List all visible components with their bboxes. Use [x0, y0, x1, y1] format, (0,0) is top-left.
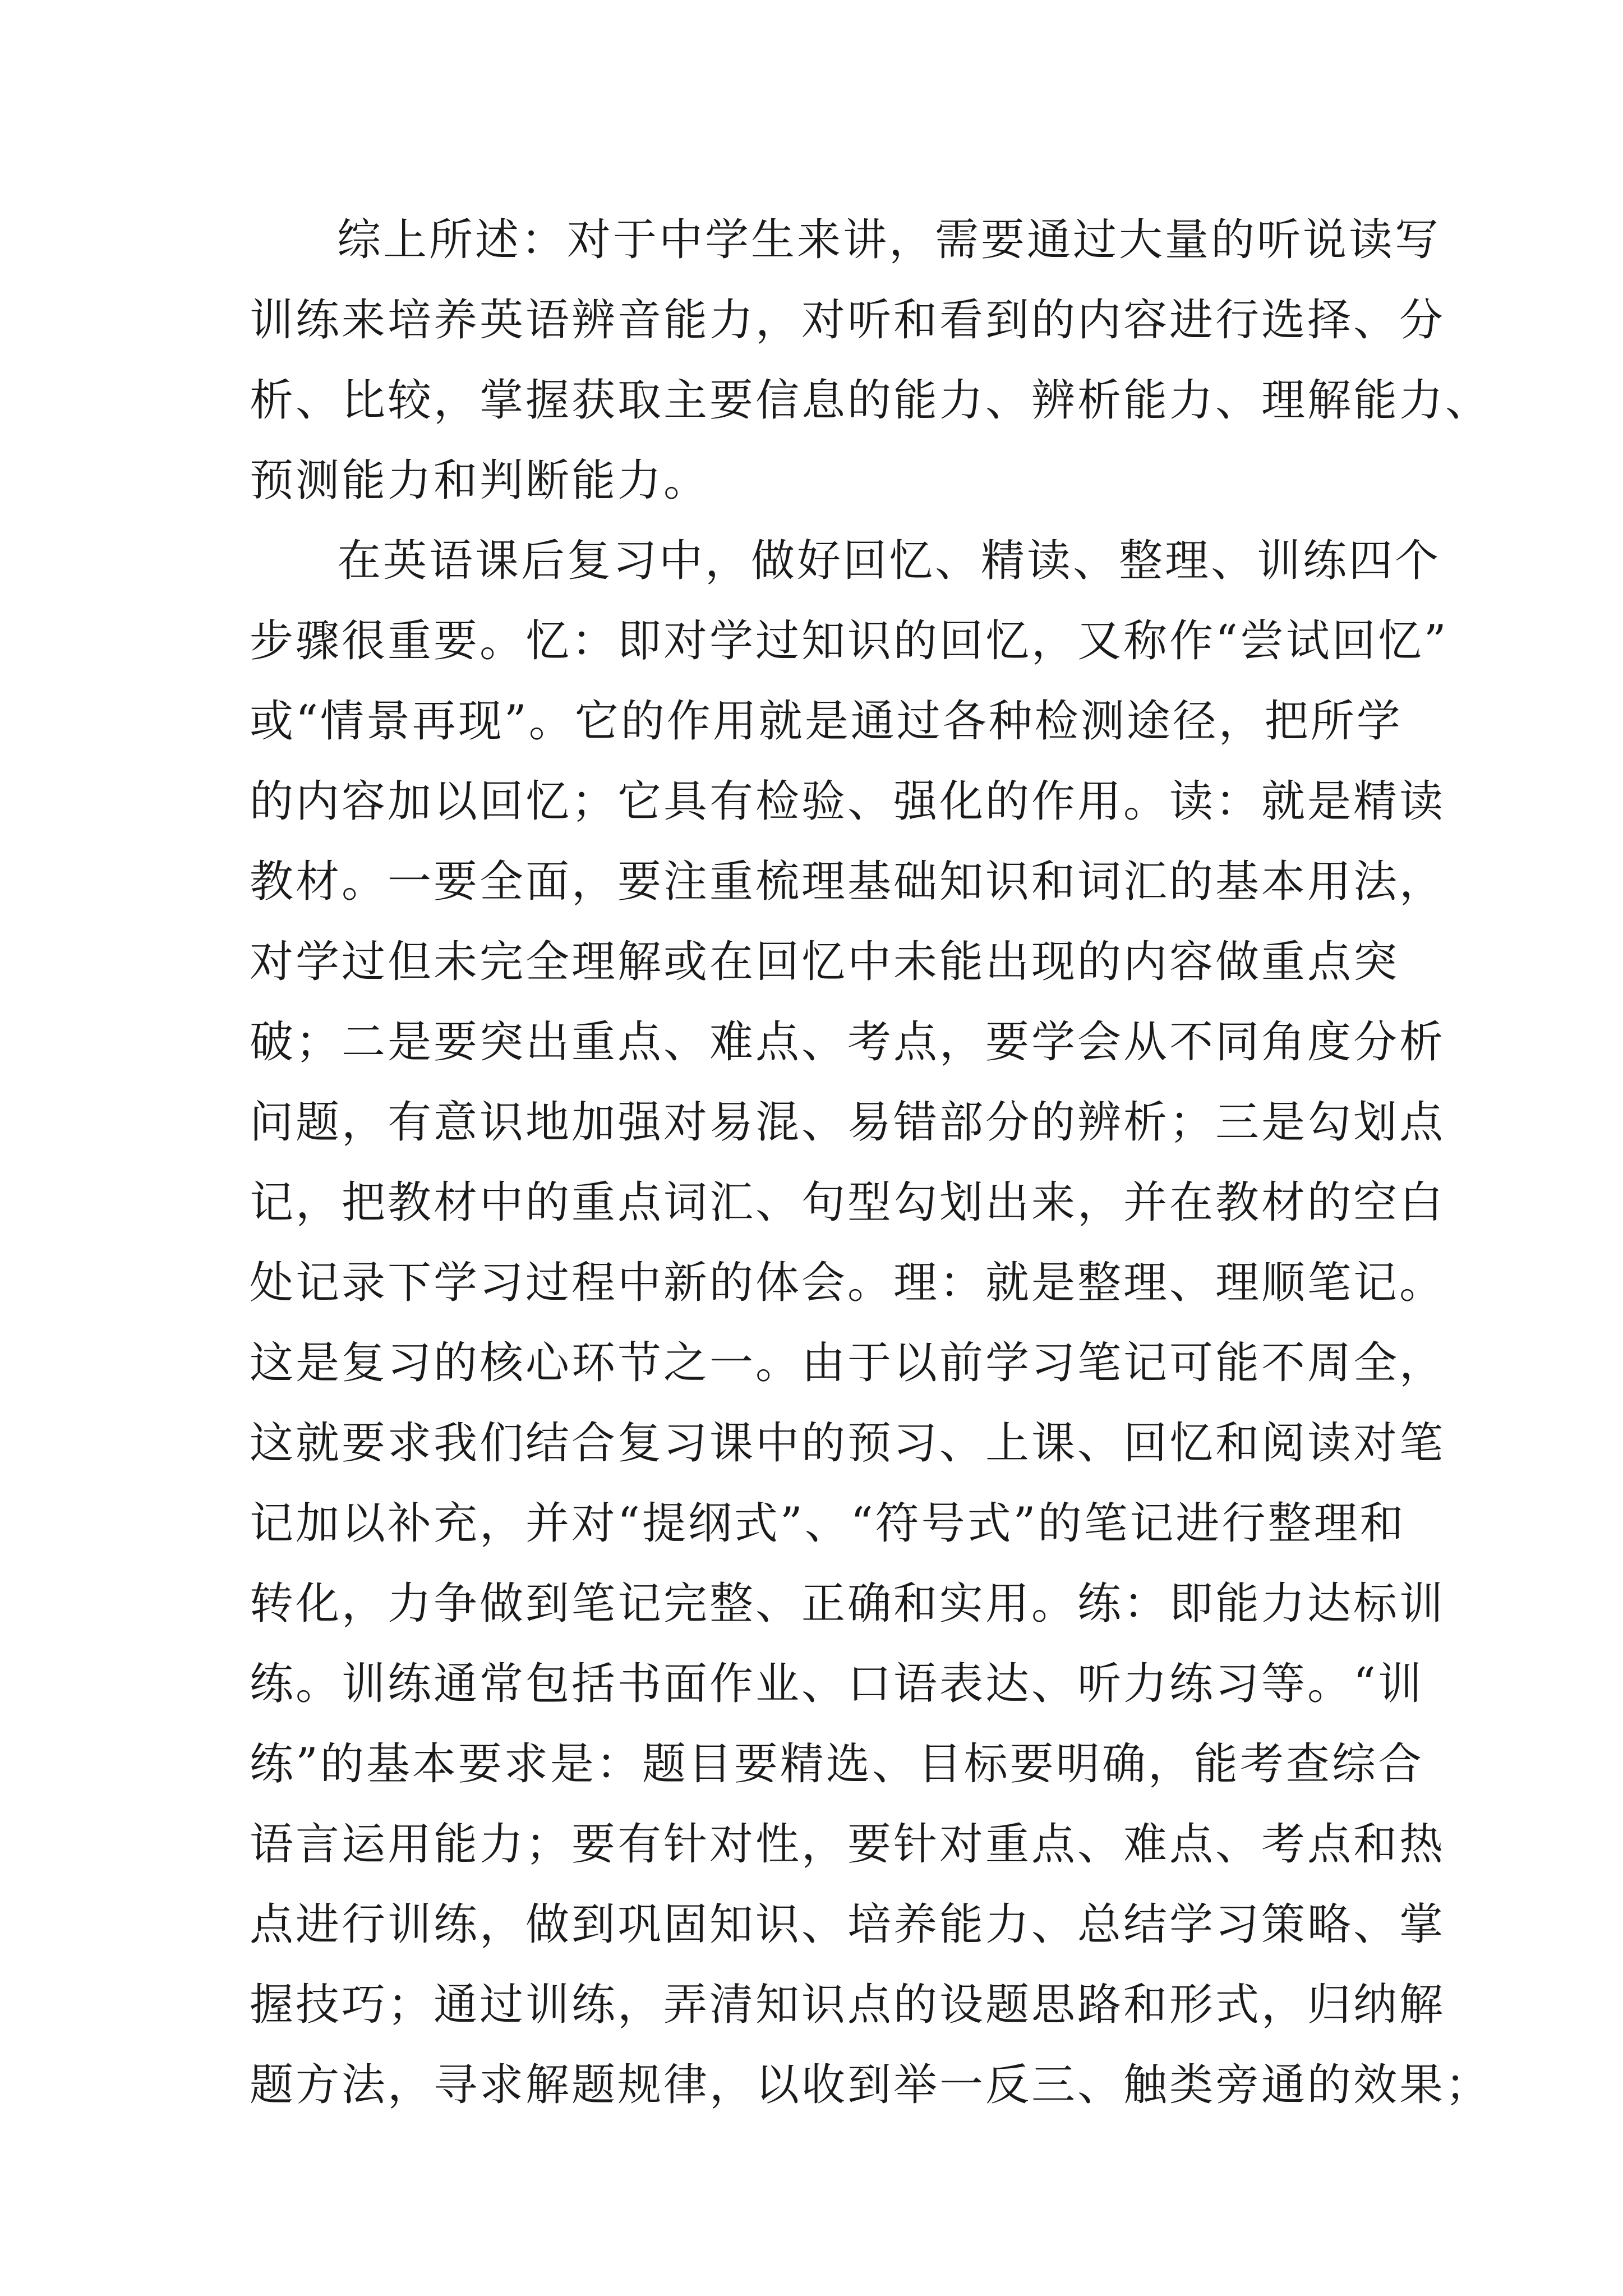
text-line: 或“情景再现”。它的作用就是通过各种检测途径，把所学	[250, 696, 1403, 747]
text-line: 破；二是要突出重点、难点、考点，要学会从不同角度分析	[250, 1017, 1446, 1068]
text-line: 步骤很重要。忆：即对学过知识的回忆，又称作“尝试回忆”	[250, 616, 1449, 666]
text-line: 这是复习的核心环节之一。由于以前学习笔记可能不周全，	[250, 1338, 1446, 1388]
text-line: 练。训练通常包括书面作业、口语表达、听力练习等。“训	[250, 1659, 1424, 1709]
text-line: 问题，有意识地加强对易混、易错部分的辨析；三是勾划点	[250, 1097, 1446, 1148]
text-line: 记加以补充，并对“提纲式”、“符号式”的笔记进行整理和	[250, 1498, 1406, 1549]
text-line: 点进行训练，做到巩固知识、培养能力、总结学习策略、掌	[250, 1899, 1446, 1950]
text-line: 的内容加以回忆；它具有检验、强化的作用。读：就是精读	[250, 776, 1446, 827]
text-line: 题方法，寻求解题规律，以收到举一反三、触类旁通的效果；	[250, 2060, 1492, 2110]
text-line: 处记录下学习过程中新的体会。理：就是整理、理顺笔记。	[250, 1258, 1446, 1308]
text-line: 这就要求我们结合复习课中的预习、上课、回忆和阅读对笔	[250, 1418, 1446, 1469]
paragraph-review-steps	[250, 521, 1492, 2125]
text-line: 对学过但未完全理解或在回忆中未能出现的内容做重点突	[250, 937, 1400, 987]
text-line: 转化，力争做到笔记完整、正确和实用。练：即能力达标训	[250, 1579, 1446, 1629]
text-line: 教材。一要全面，要注重梳理基础知识和词汇的基本用法，	[250, 857, 1446, 907]
text-line: 语言运用能力；要有针对性，要针对重点、难点、考点和热	[250, 1819, 1446, 1870]
text-line: 握技巧；通过训练，弄清知识点的设题思路和形式，归纳解	[250, 1980, 1446, 2030]
body-text	[250, 200, 1492, 2125]
text-line: 析、比较，掌握获取主要信息的能力、辨析能力、理解能力、	[250, 375, 1492, 426]
paragraph-summary	[250, 200, 1492, 521]
text-line: 练”的基本要求是：题目要精选、目标要明确，能考查综合	[250, 1739, 1424, 1789]
text-line: 在英语课后复习中，做好回忆、精读、整理、训练四个	[337, 536, 1441, 586]
text-line: 训练来培养英语辨音能力，对听和看到的内容进行选择、分	[250, 295, 1446, 346]
text-line: 综上所述：对于中学生来讲，需要通过大量的听说读写	[337, 215, 1441, 265]
text-line: 预测能力和判断能力。	[250, 455, 710, 506]
text-line: 记，把教材中的重点词汇、句型勾划出来，并在教材的空白	[250, 1177, 1446, 1228]
